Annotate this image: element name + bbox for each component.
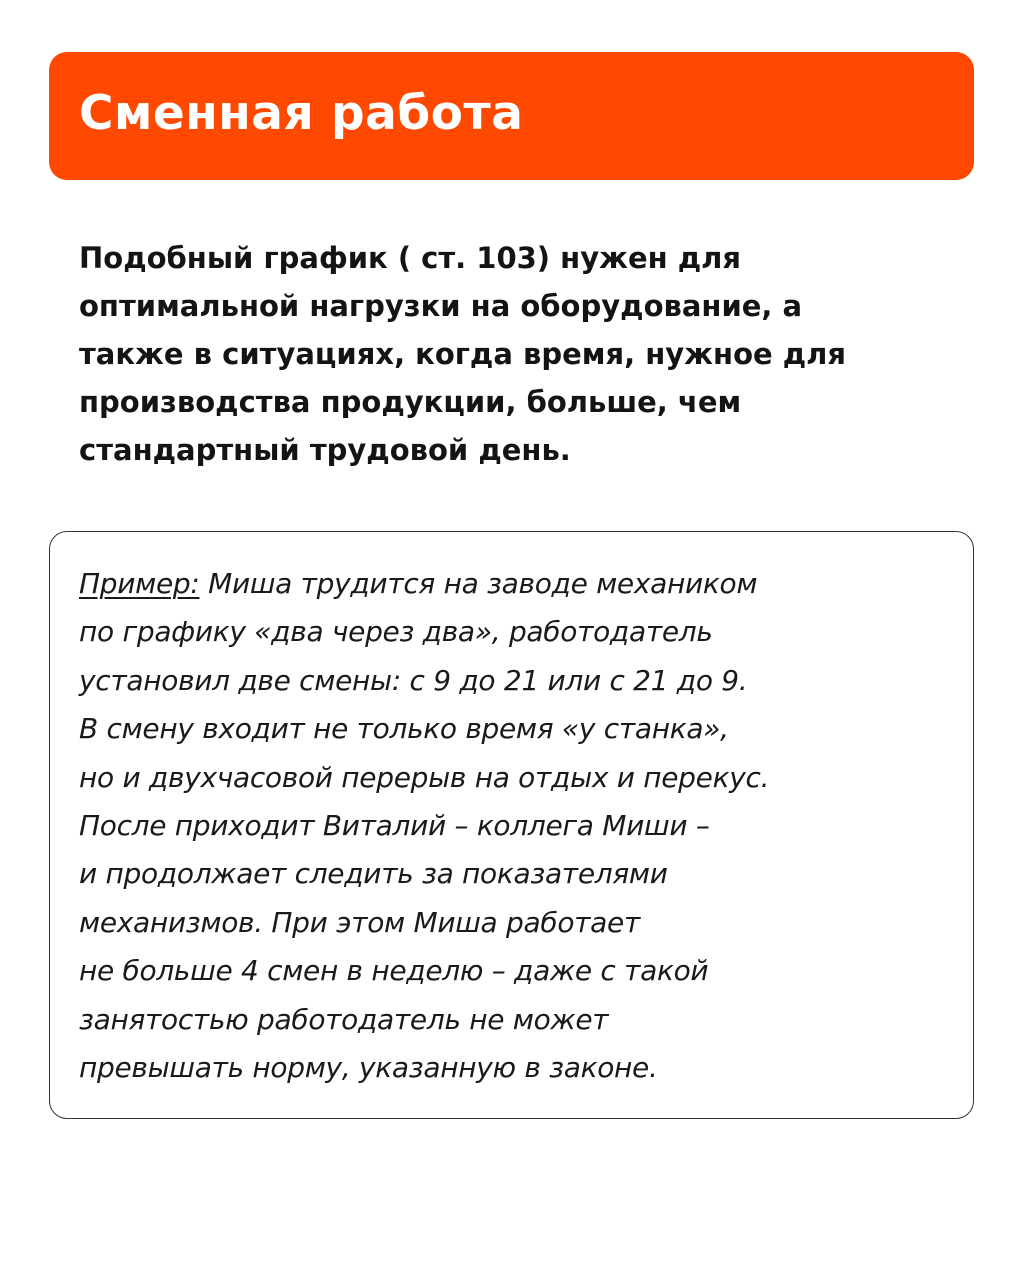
- example-line: но и двухчасовой перерыв на отдых и перекус.: [79, 760, 770, 794]
- example-line: занятостью работодатель не может: [79, 1002, 609, 1036]
- example-box: [49, 531, 974, 1119]
- intro-line: оптимальной нагрузки на оборудование, а: [79, 289, 803, 323]
- example-line: превышать норму, указанную в законе.: [79, 1051, 658, 1085]
- example-line: В смену входит не только время «у станка»,: [79, 712, 729, 746]
- example-line: и продолжает следить за показателями: [79, 857, 668, 891]
- intro-line: производства продукции, больше, чем: [79, 385, 742, 419]
- example-line: механизмов. При этом Миша работает: [79, 905, 640, 939]
- intro-line: также в ситуациях, когда время, нужное для: [79, 337, 847, 371]
- intro-line: Подобный график ( ст. 103) нужен для: [79, 241, 742, 275]
- example-line: не больше 4 смен в неделю – даже с такой: [79, 954, 709, 988]
- intro-line: стандартный трудовой день.: [79, 433, 571, 467]
- example-line: После приходит Виталий – коллега Миши –: [79, 809, 710, 843]
- example-paragraph: [79, 560, 769, 1092]
- example-first-line-text: Миша трудится на заводе механиком: [199, 567, 758, 600]
- example-line: установил две смены: с 9 до 21 или с 21 до 9.: [79, 663, 748, 697]
- example-line: по графику «два через два», работодатель: [79, 615, 713, 649]
- page-title: Сменная работа: [79, 85, 524, 141]
- example-line: [79, 560, 769, 608]
- example-label: Пример:: [79, 567, 200, 600]
- intro-paragraph: [79, 234, 959, 474]
- title-banner: [49, 52, 974, 180]
